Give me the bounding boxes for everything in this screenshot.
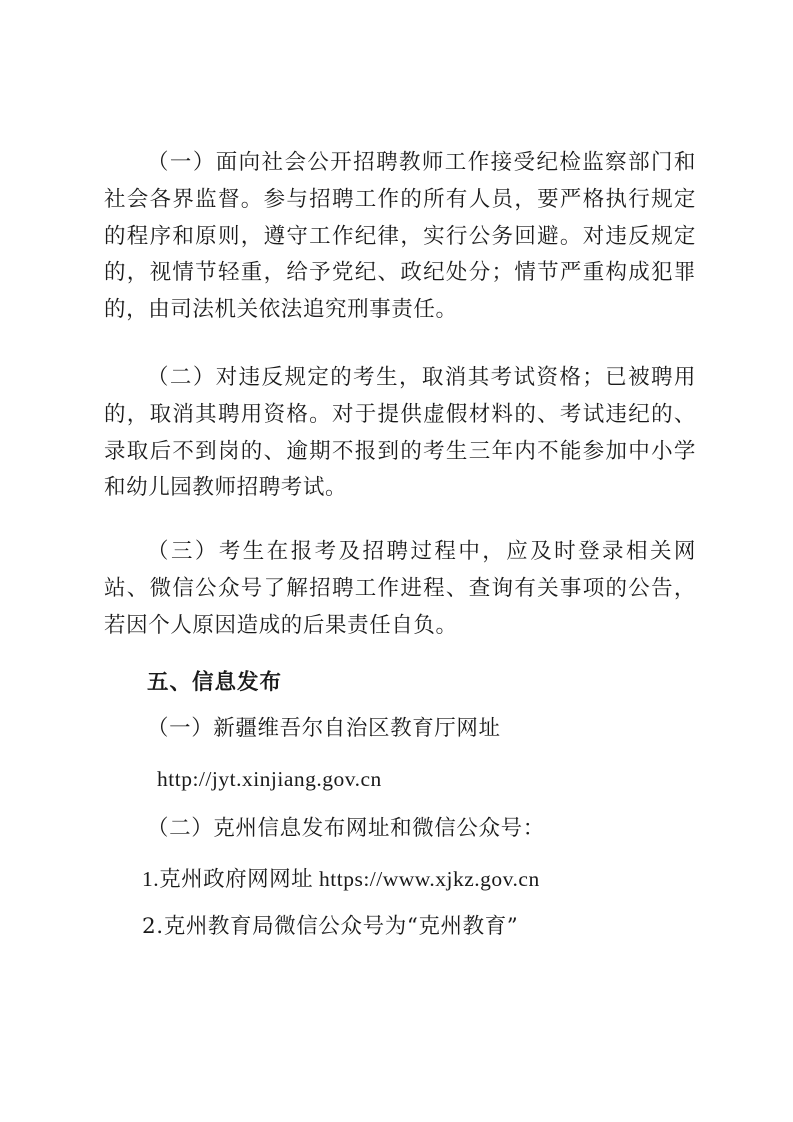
- item-education-dept-website-label: （一）新疆维吾尔自治区教育厅网址: [147, 716, 501, 741]
- paragraph-candidate-responsibility: （三）考生在报考及招聘过程中，应及时登录相关网站、微信公众号了解招聘工作进程、查询有关事项的公告，若因个人原因造成的后果责任自负。: [104, 539, 696, 638]
- item-kezhou-info-label: （二）克州信息发布网址和微信公众号：: [147, 816, 545, 841]
- paragraph-supervision: （一）面向社会公开招聘教师工作接受纪检监察部门和社会各界监督。参与招聘工作的所有人员，要严格执行规定的程序和原则，遵守工作纪律，实行公务回避。对违反规定的，视情节轻重，给予党纪、政纪处分；情节严重构成犯罪的，由司法机关依法追究刑事责任。: [104, 150, 696, 323]
- section-heading-info-release: 五、信息发布: [147, 670, 283, 695]
- kezhou-education-wechat: 2.克州教育局微信公众号为“克州教育”: [142, 914, 519, 939]
- education-dept-url[interactable]: http://jyt.xinjiang.gov.cn: [157, 767, 382, 791]
- kezhou-gov-website[interactable]: 1.克州政府网网址 https://www.xjkz.gov.cn: [142, 867, 540, 891]
- paragraph-violation-penalty: （二）对违反规定的考生，取消其考试资格；已被聘用的，取消其聘用资格。对于提供虚假材料的、考试违纪的、录取后不到岗的、逾期不报到的考生三年内不能参加中小学和幼儿园教师招聘考试。: [104, 365, 696, 501]
